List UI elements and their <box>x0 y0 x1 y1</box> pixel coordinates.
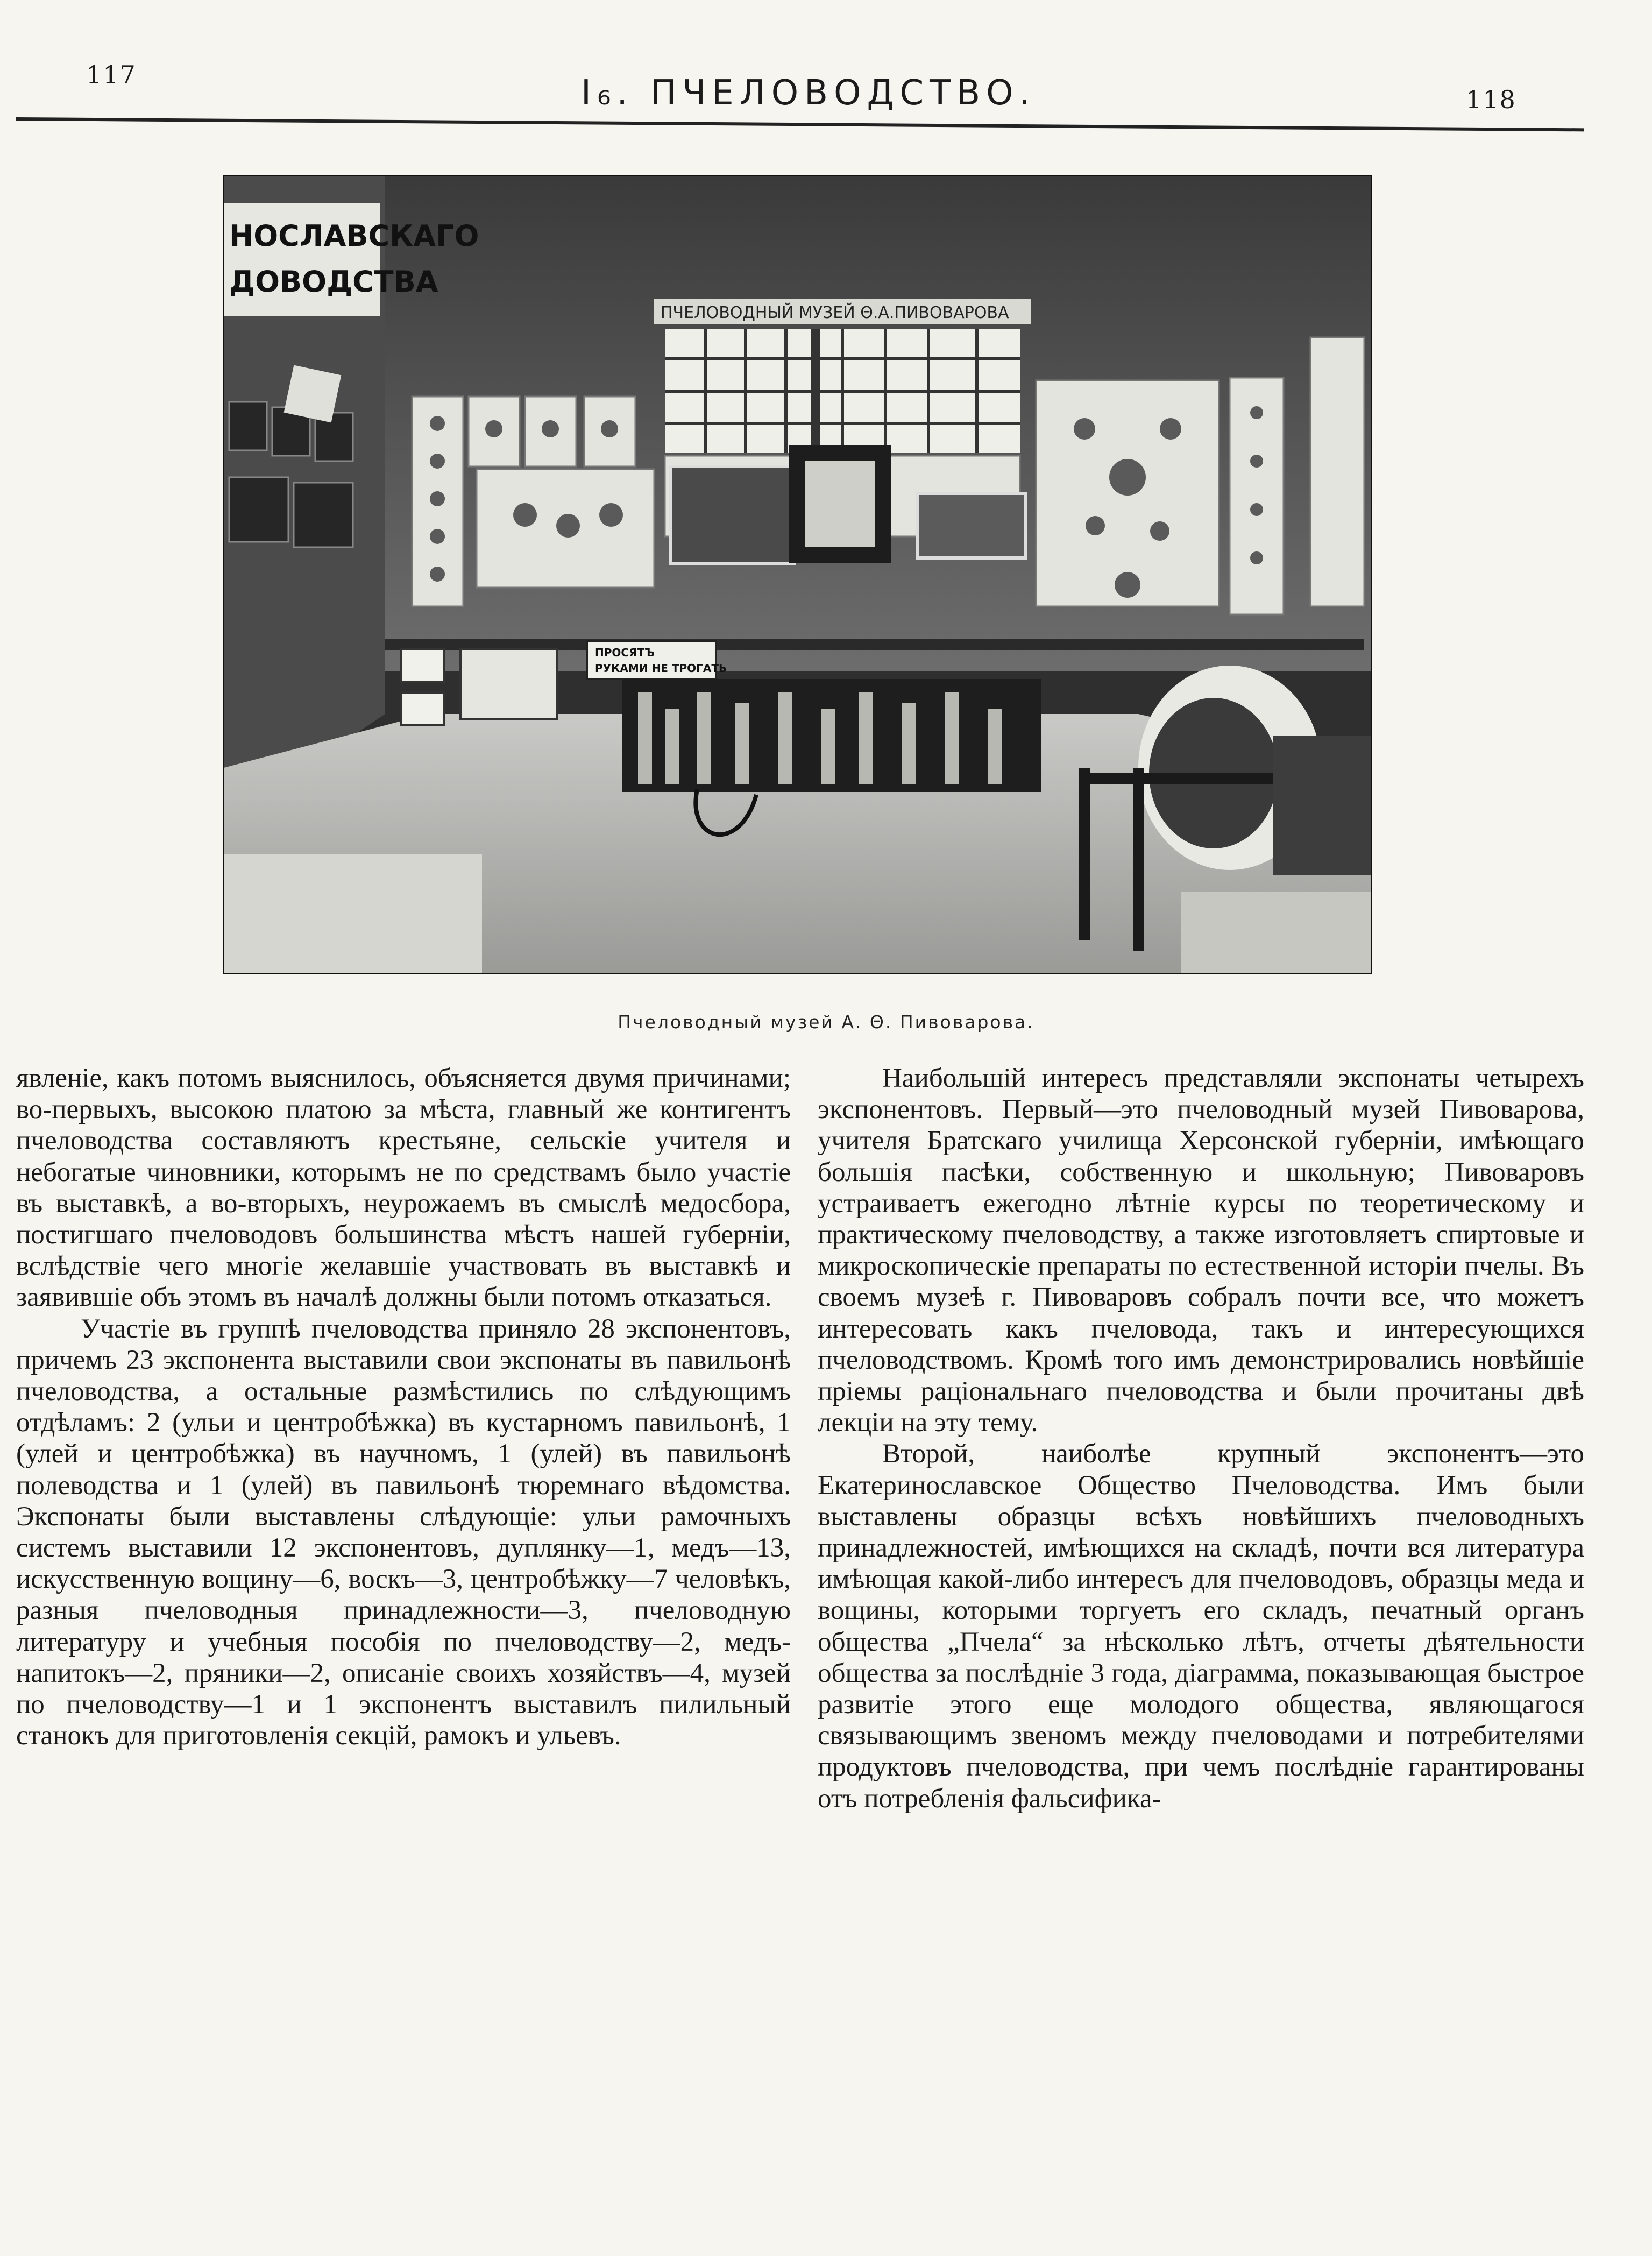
sign-top-left: НОСЛАВСКАГО <box>229 219 479 253</box>
text-column-right <box>818 1063 1584 1814</box>
svg-text:РУКАМИ НЕ ТРОГАТЬ: РУКАМИ НЕ ТРОГАТЬ <box>595 662 727 675</box>
text-column-left <box>16 1063 791 1751</box>
page-number-left: 117 <box>86 60 137 89</box>
sign-request: ПРОСЯТЪ <box>595 646 655 659</box>
page-number-right: 118 <box>1466 85 1516 114</box>
running-header-title: I₆. ПЧЕЛОВОДСТВО. <box>581 73 1036 113</box>
paragraph-text: Второй, наиболѣе крупный экспонентъ—это Екатеринославское Общество Пчеловодства. Имъ были выставлены образцы всѣхъ новѣйшихъ пчеловодныхъ принадлежностей, имѣющихся на складѣ, почти вся литература имѣющая какой-либо интересъ для пчеловодовъ, образцы меда и вощины, которыми торгуетъ его складъ, печатный органъ общества „Пчела“ за нѣсколько лѣтъ, отчеты дѣятельности общества за послѣдніе 3 года, діаграмма, показывающая быстрое развитіе этого еще молодого общества, являющагося связывающимъ звеномъ между пчеловодами и потребителями продуктовъ пчеловодства, при чемъ послѣдніе гарантированы отъ потребленія фальсифика- <box>818 1439 1584 1814</box>
paragraph <box>818 1063 1584 1438</box>
museum-photograph <box>223 175 1372 974</box>
svg-text:ДОВОДСТВА: ДОВОДСТВА <box>229 265 438 299</box>
sign-arch: ПЧЕЛОВОДНЫЙ МУЗЕЙ Θ.А.ПИВОВАРОВА <box>661 303 1009 322</box>
header-rule <box>16 117 1584 131</box>
paragraph-text: Наибольшій интересъ представляли экспонаты четырехъ экспонентовъ. Первый—это пчеловодный музей Пивоварова, учителя Братскаго училища Херсонской губерніи, имѣющаго большія пасѣки, собственную и школьную; Пивоваровъ устраиваетъ ежегодно лѣтніе курсы по теоретическому и практическому пчеловодству, а также изготовляетъ спиртовые и микроскопическіе препараты по естественной исторіи пчелы. Въ своемъ музеѣ г. Пивоваровъ собралъ почти все, что можетъ интересовать какъ пчеловода, такъ и интересующихся пчеловодствомъ. Кромѣ того имъ демонстрировались новѣйшіе пріемы раціональнаго пчеловодства и были прочитаны двѣ лекціи на эту тему. <box>818 1063 1584 1438</box>
photo-illustration <box>224 176 1371 973</box>
figure-caption: Пчеловодный музей А. Θ. Пивоварова. <box>618 1012 1034 1032</box>
paragraph-text: Участіе въ группѣ пчеловодства приняло 28 экспонентовъ, причемъ 23 экспонента выставили свои экспонаты въ павильонѣ пчеловодства, а остальные размѣстились по слѣдующимъ отдѣламъ: 2 (ульи и центробѣжка) въ кустарномъ павильонѣ, 1 (улей и центробѣжка) въ научномъ, 1 (улей) въ павильонѣ полеводства и 1 (улей) въ павильонѣ тюремнаго вѣдомства. Экспонаты были выставлены слѣдующіе: ульи рамочныхъ системъ выставили 12 экспонентовъ, дуплянку—1, медъ—13, искусственную вощину—6, воскъ—3, центробѣжку—7 человѣкъ, разныя пчеловодныя принадлежности—3, пчеловодную литературу и учебныя пособія по пчеловодству—2, медъ-напитокъ—2, пряники—2, описаніе своихъ хозяйствъ—4, музей по пчеловодству—1 и 1 экспонентъ выставилъ пилильный станокъ для приготовленія секцій, рамокъ и ульевъ. <box>16 1313 791 1751</box>
paragraph <box>16 1313 791 1752</box>
paragraph <box>818 1438 1584 1814</box>
paragraph: явленіе, какъ потомъ выяснилось, объясняется двумя причинами; во-первыхъ, высокою платою за мѣста, главный же контигентъ пчеловодства составляютъ крестьяне, сельскіе учителя и небогатые чиновники, которымъ не по средствамъ было участіе въ выставкѣ, а во-вторыхъ, неурожаемъ въ смыслѣ медосбора, постигшаго пчеловодовъ большинства мѣстъ нашей губерніи, вслѣдствіе чего многіе желавшіе участвовать въ выставкѣ и заявившіе объ этомъ въ началѣ должны были потомъ отказаться. <box>16 1063 791 1313</box>
